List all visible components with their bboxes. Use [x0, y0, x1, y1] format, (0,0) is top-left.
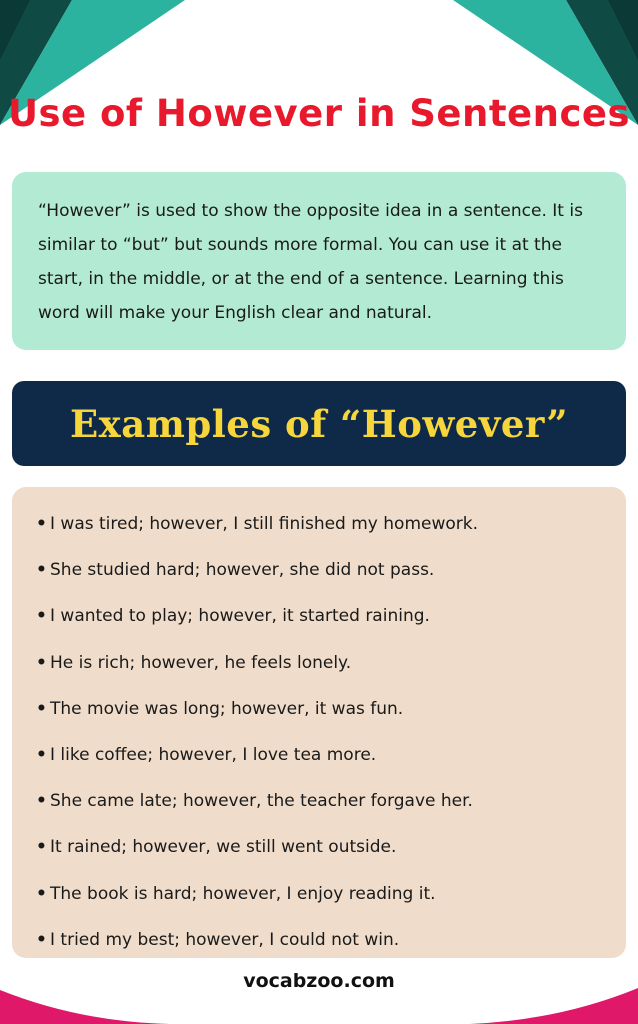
bullet-icon: • — [36, 883, 47, 904]
bullet-icon: • — [36, 929, 47, 950]
bullet-icon: • — [36, 837, 47, 858]
page-title: Use of However in Sentences — [7, 92, 631, 135]
intro-box — [12, 172, 626, 350]
example-text: She studied hard; however, she did not pass. — [50, 560, 435, 581]
bullet-icon: • — [36, 791, 47, 812]
example-item — [36, 501, 626, 547]
example-text: She came late; however, the teacher forgave her. — [50, 791, 473, 812]
example-item — [36, 640, 626, 686]
example-item — [36, 732, 626, 778]
example-text: The movie was long; however, it was fun. — [50, 698, 404, 719]
footer-wave-decoration — [0, 974, 638, 1024]
bullet-icon: • — [36, 606, 47, 627]
example-item — [36, 593, 626, 639]
example-text: I tried my best; however, I could not win. — [50, 929, 400, 950]
examples-heading: Examples of “However” — [69, 401, 569, 446]
example-list — [36, 501, 626, 963]
bullet-icon: • — [36, 560, 47, 581]
examples-box — [12, 487, 626, 958]
example-text: It rained; however, we still went outside. — [50, 837, 397, 858]
example-item — [36, 824, 626, 870]
bullet-icon: • — [36, 652, 47, 673]
example-item — [36, 871, 626, 917]
example-text: I like coffee; however, I love tea more. — [50, 744, 377, 765]
example-item — [36, 917, 626, 963]
example-item — [36, 686, 626, 732]
example-text: The book is hard; however, I enjoy reading it. — [50, 883, 436, 904]
bullet-icon: • — [36, 514, 47, 534]
example-item — [36, 778, 626, 824]
example-item — [36, 547, 626, 593]
example-text: He is rich; however, he feels lonely. — [50, 652, 352, 673]
examples-header — [12, 381, 626, 466]
bullet-icon: • — [36, 698, 47, 719]
bullet-icon: • — [36, 744, 47, 765]
example-text: I was tired; however, I still finished my homework. — [50, 514, 479, 534]
example-text: I wanted to play; however, it started raining. — [50, 606, 430, 627]
footer-site-link[interactable]: vocabzoo.com — [243, 970, 395, 992]
intro-text: “However” is used to show the opposite idea in a sentence. It is similar to “but” but sounds more formal. You can use it at the start, in the middle, or at the end of a sentence. Learning this word will make your English clear and natural. — [38, 201, 583, 323]
